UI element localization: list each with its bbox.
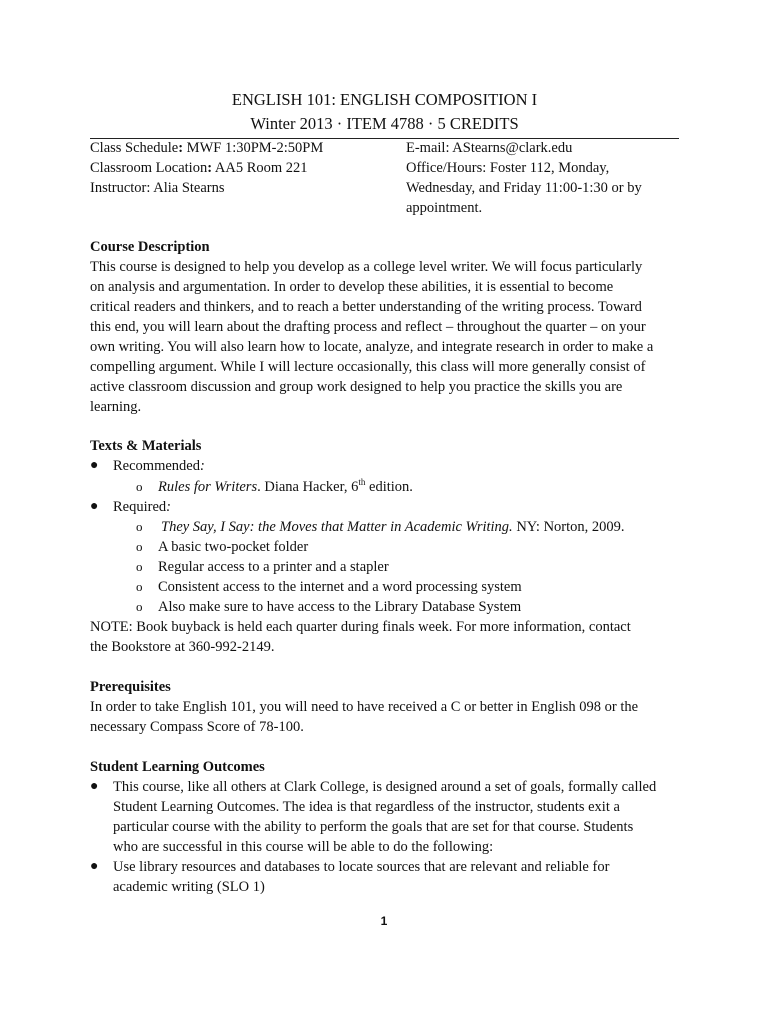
paragraph-line: learning. (90, 399, 142, 415)
circle-bullet-icon: o (136, 539, 143, 554)
document-subtitle: Winter 2013 · ITEM 4788 · 5 CREDITS (250, 114, 519, 133)
document-page: ENGLISH 101: ENGLISH COMPOSITION I Winter 2013 · ITEM 4788 · 5 CREDITS Class Schedule: MWF 1:30PM-2:50PM Classroom Location: AA5 Room 221 Instructor: Alia Stearns E-mail: AStearns@clark.edu Office/Hours: Foster 112, Monday, Wednesday, and Friday 11:00-1:30 or by appointment. Course Description This course is designed to help you develop as a college level writer. We will focus particularly on analysis and argumentation. In order to develop these abilities, it is essential to become critical readers and thinkers, and to reach a better understanding of the writing process. Toward this end, you will learn about the drafting process and reflect – throughout the quarter – on your own writing. You will also learn how to locate, analyze, and integrate research in order to make a compelling argument. While I will lecture occasionally, this class will more generally consist of active classroom discussion and group work designed to help you practice the skills you are learning. Texts & Materials ● Recommended: o Rules for Writers. Diana Hacker, 6th edition. ● Required: o They Say, I Say: the Moves that Matter in Academic Writing. NY: Norton, 2009. o A basic two-pocket folder o Regular access to a printer and a stapler o Consistent access to the internet and a word processing system o Also make sure to have access to the Library Database System NOTE: Book buyback is held each quarter during finals week. For more information, contact the Bookstore at 360-992-2149. Prerequisites In order to take English 101, you will need to have received a C or better in English 098 or the necessary Compass Score of 78-100. Student Learning Outcomes ● This course, like all others at Clark College, is designed around a set of goals, formally called Student Learning Outcomes. The idea is that regardless of the instructor, students exit a particular course with the ability to perform the goals that are set for that course. Students who are successful in this course will be able to do the following: ● Use library resources and databases to locate sources that are relevant and reliable for academic writing (SLO 1) 1 (0, 0, 768, 1024)
document-title: ENGLISH 101: ENGLISH COMPOSITION I (231, 90, 538, 109)
prerequisites-text: In order to take English 101, you will need to have received a C or better in English 098 or the necessary Compass Score of 78-100. (90, 699, 639, 735)
bookstore-note: NOTE: Book buyback is held each quarter during finals week. For more information, contact the Bookstore at 360-992-2149. (90, 619, 631, 655)
instructor-email: E-mail: AStearns@clark.edu (406, 140, 573, 156)
circle-bullet-icon: o (136, 479, 143, 494)
course-info-left (90, 138, 390, 198)
bullet-icon: ● (90, 458, 99, 473)
instructor-name: Instructor: Alia Stearns (90, 180, 225, 196)
paragraph-line: critical readers and thinkers, and to reach a better understanding of the writing process. Toward (90, 299, 642, 315)
paragraph-line: This course is designed to help you develop as a college level writer. We will focus particularly (90, 259, 643, 275)
office-hours-line-2: Wednesday, and Friday 11:00-1:30 or by (406, 180, 642, 196)
circle-bullet-icon: o (136, 599, 143, 614)
paragraph-line: own writing. You will also learn how to locate, analyze, and integrate research in order to make a (90, 339, 654, 355)
bullet-icon: ● (90, 859, 99, 874)
office-hours-line-3: appointment. (406, 200, 483, 216)
course-description-heading: Course Description (90, 239, 210, 255)
learning-outcomes-heading: Student Learning Outcomes (90, 759, 265, 775)
paragraph-line: on analysis and argumentation. In order to develop these abilities, it is essential to become (90, 279, 614, 295)
bullet-icon: ● (90, 499, 99, 514)
bullet-icon: ● (90, 779, 99, 794)
paragraph-line: compelling argument. While I will lecture occasionally, this class will more generally consist of (90, 359, 646, 375)
circle-bullet-icon: o (136, 519, 143, 534)
classroom-location: Classroom Location: AA5 Room 221 (90, 160, 308, 176)
prerequisites-heading: Prerequisites (90, 679, 171, 695)
office-hours-line-1: Office/Hours: Foster 112, Monday, (406, 160, 610, 176)
class-schedule: Class Schedule: MWF 1:30PM-2:50PM (90, 140, 324, 156)
circle-bullet-icon: o (136, 579, 143, 594)
paragraph-line: active classroom discussion and group work designed to help you practice the skills you are (90, 379, 623, 395)
course-description-text (90, 257, 680, 417)
course-info-right (406, 138, 678, 218)
page-number: 1 (380, 914, 388, 928)
paragraph-line: this end, you will learn about the drafting process and reflect – throughout the quarter – on your (90, 319, 646, 335)
texts-materials-heading: Texts & Materials (90, 438, 202, 454)
circle-bullet-icon: o (136, 559, 143, 574)
